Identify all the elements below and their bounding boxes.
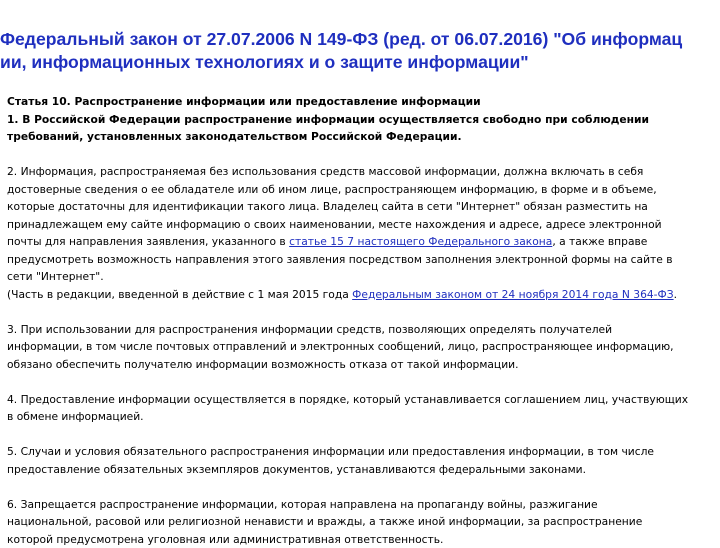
paragraph-text: , а также вправе bbox=[552, 235, 647, 248]
paragraph-gap bbox=[7, 146, 717, 164]
federal-law-364-link[interactable]: Федеральным законом от 24 ноября 2014 года N 364-ФЗ bbox=[352, 288, 673, 301]
paragraph-line: 6. Запрещается распространение информации, которая направлена на пропаганду войны, разжигание bbox=[7, 496, 717, 514]
note-text: . bbox=[674, 288, 677, 301]
paragraph-text: почты для направления заявления, указанного в bbox=[7, 235, 289, 248]
paragraph-line: 1. В Российской Федерации распространение информации осуществляется свободно при соблюдении bbox=[7, 111, 717, 129]
article-body bbox=[7, 93, 717, 548]
paragraph-line: 4. Предоставление информации осуществляется в порядке, который устанавливается соглашением лиц, участвующих bbox=[7, 391, 717, 409]
paragraph-line bbox=[7, 233, 717, 251]
paragraph-line: предусмотреть возможность направления этого заявления посредством заполнения электронной формы на сайте в bbox=[7, 251, 717, 269]
document-title bbox=[0, 28, 720, 74]
paragraph-line: обязано обеспечить получателю информации возможность отказа от такой информации. bbox=[7, 356, 717, 374]
paragraph-gap bbox=[7, 426, 717, 444]
paragraph-line: достоверные сведения о ее обладателе или об ином лице, распространяющем информацию, в форме и в объеме, bbox=[7, 181, 717, 199]
paragraph-gap bbox=[7, 303, 717, 321]
paragraph-gap bbox=[7, 478, 717, 496]
paragraph-6 bbox=[7, 496, 717, 548]
paragraph-line: которой предусмотрена уголовная или административная ответственность. bbox=[7, 531, 717, 548]
paragraph-line: принадлежащем ему сайте информацию о своих наименовании, месте нахождения и адресе, адресе электронной bbox=[7, 216, 717, 234]
paragraph-line: требований, установленных законодательством Российской Федерации. bbox=[7, 128, 717, 146]
article-15-7-link[interactable]: статье 15 7 настоящего Федерального закона bbox=[289, 235, 552, 248]
paragraph-line: 3. При использовании для распространения информации средств, позволяющих определять получателей bbox=[7, 321, 717, 339]
paragraph-2 bbox=[7, 163, 717, 303]
note-text: (Часть в редакции, введенной в действие с 1 мая 2015 года bbox=[7, 288, 352, 301]
paragraph-line: сети "Интернет". bbox=[7, 268, 717, 286]
paragraph-gap bbox=[7, 373, 717, 391]
paragraph-1 bbox=[7, 111, 717, 146]
title-line-1: Федеральный закон от 27.07.2006 N 149-ФЗ (ред. от 06.07.2016) "Об информац bbox=[0, 28, 720, 51]
paragraph-line: в обмене информацией. bbox=[7, 408, 717, 426]
paragraph-line: информации, в том числе почтовых отправлений и электронных сообщений, лицо, распространяющее информацию, bbox=[7, 338, 717, 356]
paragraph-line: национальной, расовой или религиозной ненависти и вражды, а также иной информации, за распространение bbox=[7, 513, 717, 531]
paragraph-3 bbox=[7, 321, 717, 374]
amendment-note bbox=[7, 286, 717, 304]
paragraph-line: предоставление обязательных экземпляров документов, устанавливаются федеральными законами. bbox=[7, 461, 717, 479]
paragraph-5 bbox=[7, 443, 717, 478]
paragraph-line: 2. Информация, распространяемая без использования средств массовой информации, должна включать в себя bbox=[7, 163, 717, 181]
paragraph-line: которые достаточны для идентификации такого лица. Владелец сайта в сети "Интернет" обязан разместить на bbox=[7, 198, 717, 216]
paragraph-4 bbox=[7, 391, 717, 426]
paragraph-line: 5. Случаи и условия обязательного распространения информации или предоставления информации, в том числе bbox=[7, 443, 717, 461]
title-line-2: ии, информационных технологиях и о защите информации" bbox=[0, 51, 720, 74]
article-heading: Статья 10. Распространение информации или предоставление информации bbox=[7, 93, 717, 111]
